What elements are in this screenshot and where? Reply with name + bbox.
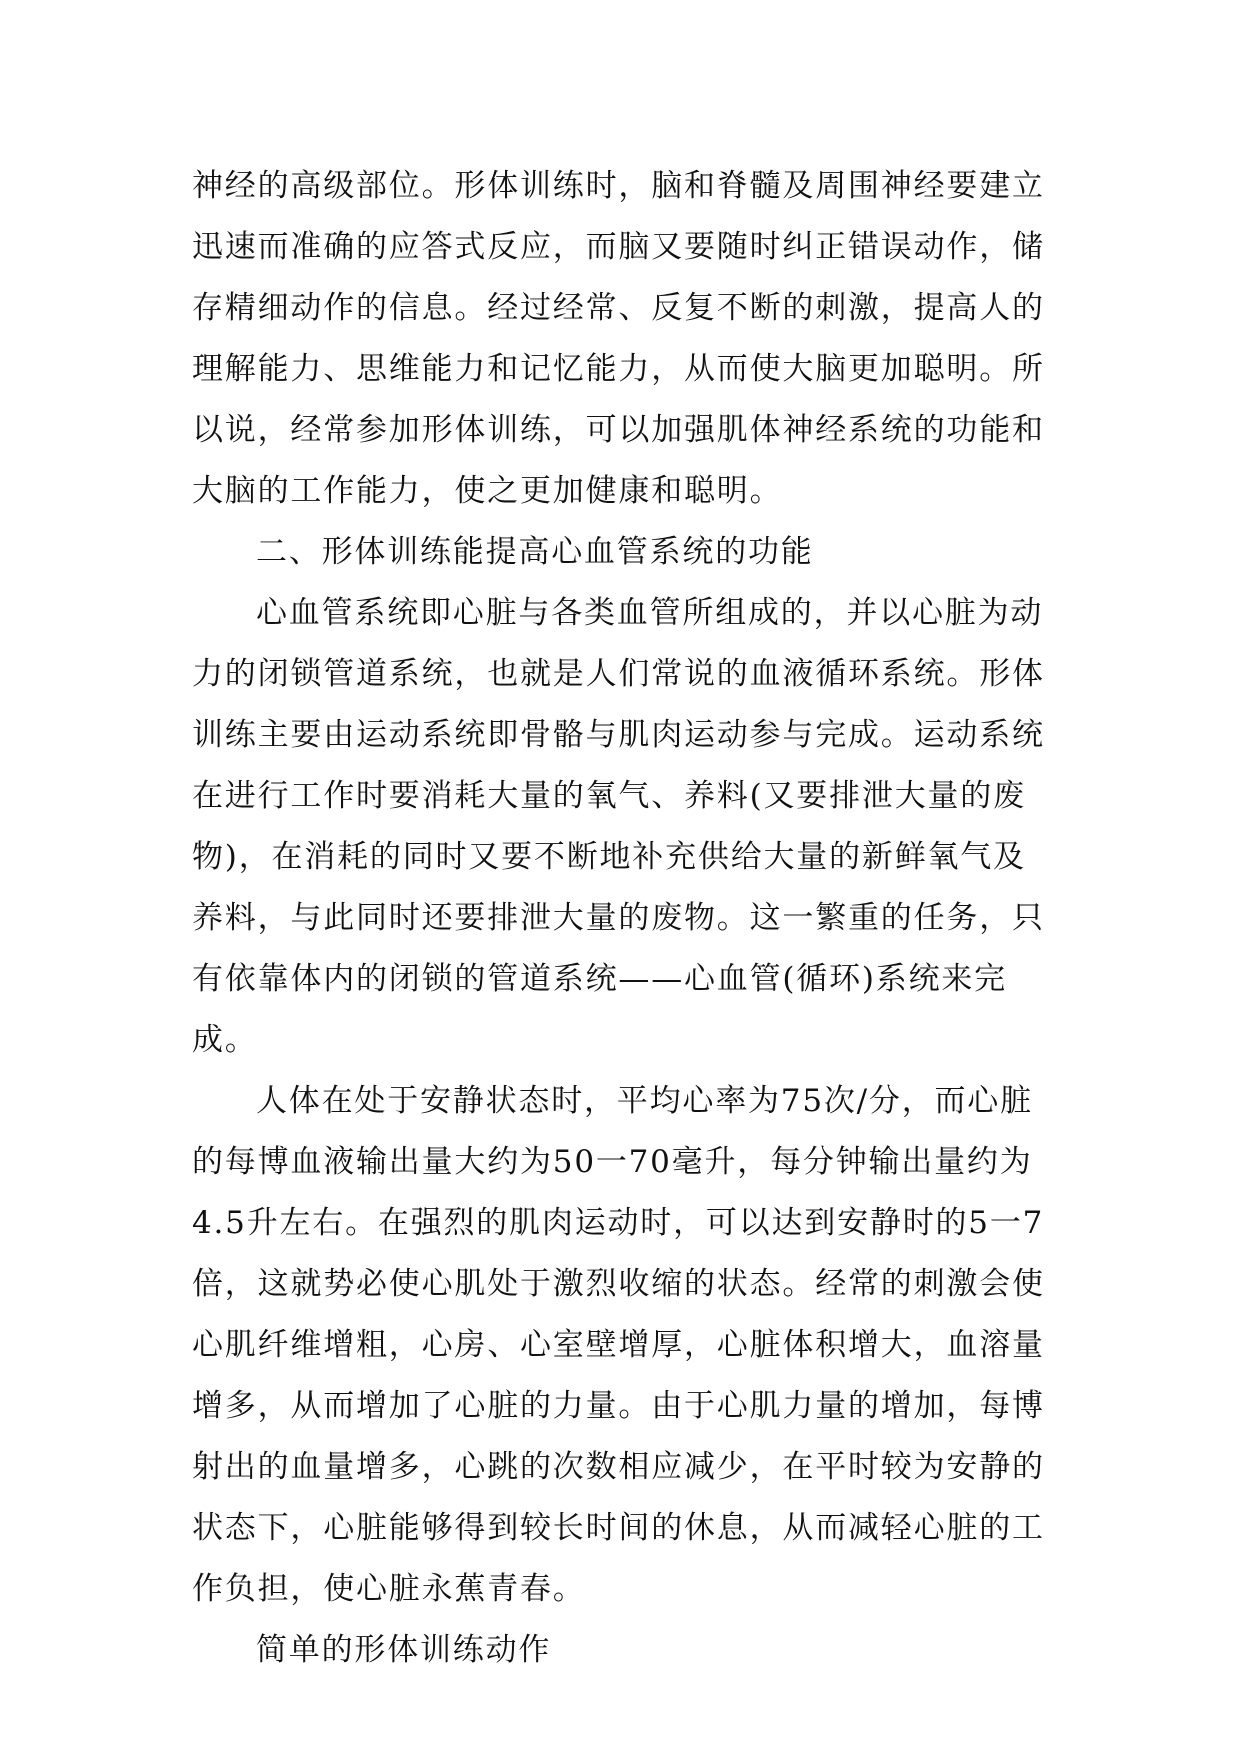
- paragraph-continuation: 神经的高级部位。形体训练时，脑和脊髓及周围神经要建立迅速而准确的应答式反应，而脑又要随时纠正错误动作，储存精细动作的信息。经过经常、反复不断的刺激，提高人的理解能力、思维能力和记忆能力，从而使大脑更加聪明。所以说，经常参加形体训练，可以加强肌体神经系统的功能和大脑的工作能力，使之更加健康和聪明。: [192, 168, 1045, 509]
- section-heading-simple-exercises: 简单的形体训练动作: [256, 1632, 552, 1668]
- section-heading-cardiovascular: 二、形体训练能提高心血管系统的功能: [256, 534, 814, 570]
- paragraph-cardiovascular-system: 心血管系统即心脏与各类血管所组成的，并以心脏为动力的闭锁管道系统，也就是人们常说的血液循环系统。形体训练主要由运动系统即骨骼与肌肉运动参与完成。运动系统在进行工作时要消耗大量的氧气、养料(又要排泄大量的废物)，在消耗的同时又要不断地补充供给大量的新鲜氧气及养料，与此同时还要排泄大量的废物。这一繁重的任务，只有依靠体内的闭锁的管道系统——心血管(循环)系统来完成。: [192, 595, 1045, 1058]
- document-body: [192, 156, 1052, 1681]
- paragraph-heart-rate: 人体在处于安静状态时，平均心率为75次/分，而心脏的每博血液输出量大约为50一70毫升，每分钟输出量约为4.5升左右。在强烈的肌肉运动时，可以达到安静时的5一7倍，这就势必使心肌处于激烈收缩的状态。经常的刺激会使心肌纤维增粗，心房、心室壁增厚，心脏体积增大，血溶量增多，从而增加了心脏的力量。由于心肌力量的增加，每博射出的血量增多，心跳的次数相应减少，在平时较为安静的状态下，心脏能够得到较长时间的休息，从而减轻心脏的工作负担，使心脏永蕉青春。: [192, 1083, 1045, 1607]
